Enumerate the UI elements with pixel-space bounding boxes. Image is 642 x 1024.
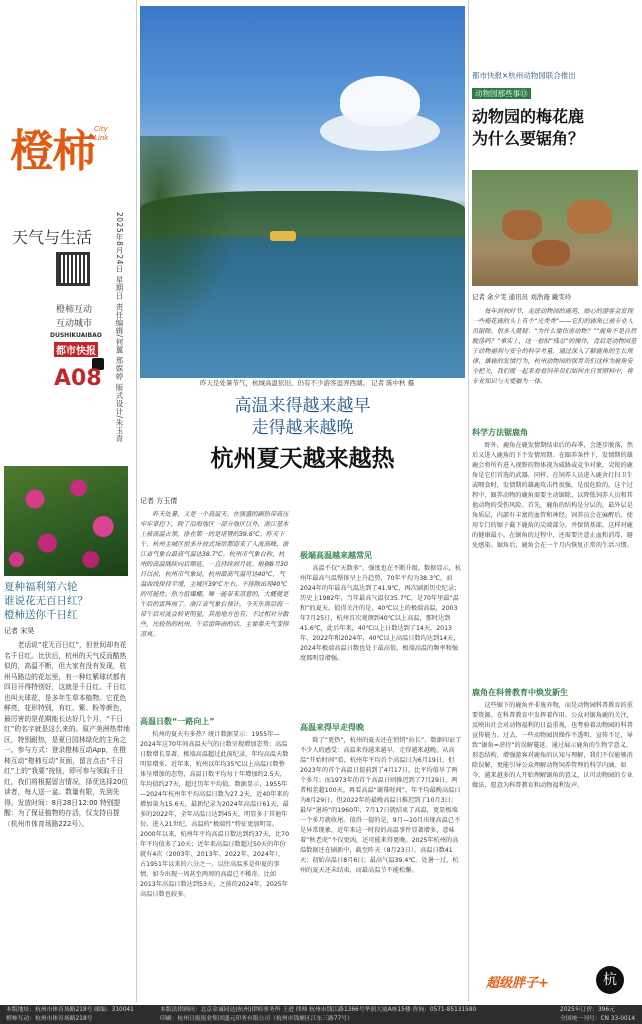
column-divider (136, 0, 137, 1002)
boat (270, 231, 296, 241)
deer-2 (567, 200, 612, 234)
right-headline-1: 动物园的梅花鹿 (472, 107, 585, 126)
footer-address-2: 橙柿互动：杭州市体育场路218号 (6, 1016, 93, 1022)
main-byline: 记者 方玉倩 (140, 497, 178, 505)
deer-3 (532, 240, 570, 266)
deer-1 (502, 210, 542, 240)
sec3-body: 除了“更热”，杭州的夏天还在悄悄“拉长”。数据印证了不少人的感受：高温来得越来越早，走得越来越晚。从高温“开始时间”看，杭州年平均首个高温日为6月19日，但2023年的首个高温日提前到了4月17日，比平均值早了两个多月；而1973年的首个高温日则推迟到了7月29日，两者相差超100天。再看高温“谢幕时间”，年平均最晚高温日为8月29日，但2022年的最晚高温日推迟到了10月3日；最早“退场”的1960年，7月17日就结束了高温，更显极端一个多月就收尾。值得一提的是，9月—10月出现高温已不是异常现象，近年来这一时段的高温事件显著增多，意味着“秋老虎”不仅更凶，还可能来得更晚。2025年杭州的高温数据还在刷新中，截至昨天（8月23日），高温日数41天；初始高温日8月6日；最高气温39.4℃。处暑一过，杭州的夏天还未结束，而最高温节不能松懈。 (300, 737, 462, 874)
main-photo (140, 6, 465, 387)
logo-sub: City Link (94, 125, 109, 142)
footer-issn: 全国统一刊号：CN 33-0014 (560, 1016, 636, 1022)
headline-line-1: 高温来得越来越早 (234, 396, 371, 416)
paper-name: 都市快报 (54, 342, 98, 357)
footer-address: 本版地址：杭州市体育场路218号 邮编：310041 (6, 1007, 134, 1013)
section-name: 天气与生活 (12, 228, 93, 247)
headline-block (140, 395, 465, 473)
footer-price: 2025年订价：396元 (560, 1007, 615, 1013)
tagline-1: 橙柿互动 (56, 305, 93, 315)
footer-printing: 印刷：杭州日报报业集团盛元印务有限公司（杭州市钱塘区江东三路77号） (160, 1016, 353, 1022)
qr-code[interactable] (56, 252, 90, 286)
right-intro: 每年到秋时节，走进动物园的鹿苑，细心的游客会发现一些梅花鹿的头上有个“光秃秃”——它们的鹿角已被专业人员锯除。很多人就疑：“为什么要伤害动物？”“鹿角不是自然脱落吗？”事实上，这一看似“残忍”的操作，背后是动物园基于动物福利与安全的科学考量。通过深入了解鹿角的生长规律、雄鹿的发情行为，杭州动物园的保育员们这样为鹿角安全把关，我们就一起来看看饲养员们如何在日常照料中，将专业知识与关爱融为一体。 (472, 308, 637, 385)
flower-photo (4, 466, 128, 576)
ad-banner[interactable] (472, 962, 638, 1000)
left-headline-3: 橙柿送你千日红 (4, 609, 78, 621)
footer-legal: 本版法律顾问：北京金诚同达(杭州)律师事务所 王进 律师 杭州市钱江路1366号华润大厦A座15楼 咨询：0571-85131580 (160, 1007, 477, 1013)
sec1-title: 高温日数“一路向上” (140, 717, 215, 726)
right-sec2-body: 这些锯下的鹿角并非废弃物，而是动物园科普教育的重要资源。在科普教育中发挥着作用。公众对锯角鹿的关注，反映出社会对动物福利的日益重视，也考验着动物园的科普宣传能力。过去，一些动物园因操作不透明、宣传不足，导致“锯角=虐待”的误解蔓延。通过展示鹿角的生物学意义、形态结构，增强游客对鹿角的认知与理解，我们不仅能够消除误解，更能引导公众理解动物饲养管理的科学内涵。如今，越来越多的人开始理解锯角的意义，认可动物园的专业做法，愿意为科普教育和动物福利发声。 (472, 702, 633, 789)
right-sec1-title: 科学方法锯鹿角 (472, 428, 528, 437)
right-story (472, 70, 638, 150)
sec2-title: 极端高温越来越常见 (300, 551, 372, 560)
tagline-2: 互动城市 (56, 319, 93, 329)
sec3-title: 高温来得早走得晚 (300, 723, 364, 732)
left-byline: 记者 宋昊 (4, 627, 35, 635)
right-sec2-title: 鹿角在科普教育中焕发新生 (472, 688, 568, 697)
footer-col-2 (160, 1006, 530, 1024)
logo-main: 橙柿 (10, 126, 94, 177)
right-sec1-body: 野外，鹿角在鹿发情期结束后的春季，会逐步脱落，然后又进入鹿角的下个发情周期。在圈养条件下，发情期的雄鹿会将所有进入视野的物体视为威胁或竞争对象，尖锐的鹿角是它们首选的武器。同样，在饲养人员进入鹿舍打扫卫生或喂食时，发情期的雄鹿攻击性很强，是很危险的。这个过程中，圈养动物的鹿角需要主动锯除，以降低饲养人员和其他动物的受伤风险。首先，鹿角的结构是分层的，最外层是角质层，内部有丰富的血管和神经。饲养员会在麻醉后，使用专门的锯子截下鹿角的尖端部分，并保留基部，这样对鹿的健康最小。在锯角的过程中，还需要注意止血和消毒，避免感染。锯角后，鹿角会在一个月内恢复正常的生活习惯。 (472, 442, 633, 549)
date-line: 2025年8月24日 星期日 责任编辑/何翼 邢娱婷 版式设计/朱玉青 (115, 212, 124, 443)
headline-main: 杭州夏天越来越热 (210, 446, 395, 472)
headline-line-2: 走得越来越晚 (251, 418, 354, 438)
deer-photo (472, 170, 638, 286)
article-col-2 (300, 496, 462, 1018)
ad-seal: 杭 (596, 966, 624, 994)
sec1-cont (300, 496, 462, 546)
article-col-1 (140, 496, 290, 1005)
paper-pinyin: DUSHIKUAIBAO (50, 332, 102, 339)
footer-col-3 (560, 1006, 640, 1024)
left-headline-1: 夏种福利第六轮 (4, 581, 78, 593)
sec2-body: 高温不仅“天数多”，强度也在不断升级。数据显示，杭州年最高气温整体呈上升趋势，70年平均为38.3℃，而2024年的年最高气温达到了41.9℃，再次刷新历史纪录；历史上1982年，当年最高气温仅35.7℃，是70年里最“温和”的夏天。值得关注的是，40℃以上的极端高温，2003年7月25日，杭州首次观测到40℃以上高温，那时达到41.6℃，此后年来，40℃以上日数达到了14天，2013年、2022年和2024年，40℃以上高温日数均达到14天，2024年极端高温日数也处于最高值，极端高温的频率和强度都明显增强。 (300, 565, 462, 662)
masthead (0, 0, 135, 465)
column-divider (468, 0, 469, 1002)
cloud-shape-2 (320, 111, 440, 151)
photo-caption: 昨天是处暑节气，杭城高温依旧，仍有不少游客逗弄西湖。 记者 陈中秋 摄 (200, 379, 415, 387)
footer (0, 1005, 642, 1024)
right-kicker-2: 动物园那些事⑬ (472, 88, 531, 99)
left-body: 老话说“花无百日红”，但世间却有花名千日红。比伏后，杭州的天气反而酷热似的，高温不断，但大家有没有发现，杭州马路边的花坛里，有一种红紫球状都有四目开得特别好，这就是千日红。千日红也叫火球花，是多年生草本植物。它花色鲜亮，花形特别，有红、紫、粉等颜色，最厉害的是花期能长达好几个月，“千日红”的名字就是这么来的。原产美洲热带地区，特别耐热，是夏日园林绿化的主角之一。参与方式：登录橙柿互动App，在橙柿互动“橙柿互动”页面，留言点击“千日红”上的“我要”按钮，即可参与领取千日红，我们将根据留言情况，择优选择20位读者，每人送一盆。数量有限，先到先得。发放时间：8月28日12:00 特别提醒：为了保证植物的存活，仅支持自提（杭州市体育场路222号）。 (4, 641, 130, 828)
masthead-logo (10, 115, 120, 185)
left-story (4, 580, 130, 958)
footer-col-1 (6, 1006, 156, 1024)
right-headline-2: 为什么要锯角？ (472, 129, 585, 148)
ad-text: 超级胖子+ (486, 976, 549, 991)
left-headline-2: 谁说花无百日红？ (4, 595, 88, 607)
right-byline: 记者 余夕雯 通讯员 刘浩淹 戴雯玲 (472, 293, 572, 301)
right-body (472, 292, 638, 881)
main-intro: 昨天处暑，又是一个高温天。在强盛的副热带高压牢牢掌控下，除了沿海地区一部分地区以外，浙江基本上被高温占领，排在第一的是诸暨的39.6℃。昨天下午，杭州主城区很多开放式场馆都迎来了人流高峰，浙江省气象台最高气温达38.7℃。杭州市气象台称，杭州的高温继续向后顺延，一直持续到月底。根据8月30日以前，杭州市气象局，杭州最高气温可达40℃，气温曲线保持平缓，主城区39℃左右，不排除出现40℃的可能性。热力值爆棚，唯一能带来凉意的，大概就是午后的雷阵雨了。浙江省气象台预计，今天东南沿海一带午后对流会转更明显，其他地方也有，不过相对分散些，比较热的杭州，午后雷阵雨的话，主要靠天气变得凉爽。 (140, 511, 289, 638)
sec1-body: 杭州的夏天有多热？统计数据显示：1955年—2024年这70年间高温天气的日数呈现增加态势；高温日数增长显著，极端高温超过此前纪录，年均高温天数明显增多。近年来，杭州以年均35℃以上高温日数整体呈增加的态势，高温日数平均每十年增加约2.5天，年均值约27天，超过历年平均值。数据显示，1955年—2024年杭州年平均高温日数为27.2天，近40年来的增加量为15.6天，最新纪录为2024年高温日61天，最多的2022年，全年高温日达到45天，明显多于其他年份。进入21世纪，高温的“极端性”特征更加明显。2000年以来，杭州年平均高温日数达到约37天，比70年平均值多了10天；近年来高温日数超过50天的年份就有4次（2003年、2013年、2022年、2024年），占1951年以来的六分之一。以往高温多是仲夏的事情，如今出现一周甚至两周的高温已不稀奇。比如2013年高温日数达到53天，之前的2024年，2025年高温日数也较多。 (140, 731, 290, 898)
willow (140, 136, 240, 336)
page-number: A08 (54, 366, 102, 391)
right-kicker-1: 都市快报×杭州动物园联合推出 (472, 71, 576, 80)
